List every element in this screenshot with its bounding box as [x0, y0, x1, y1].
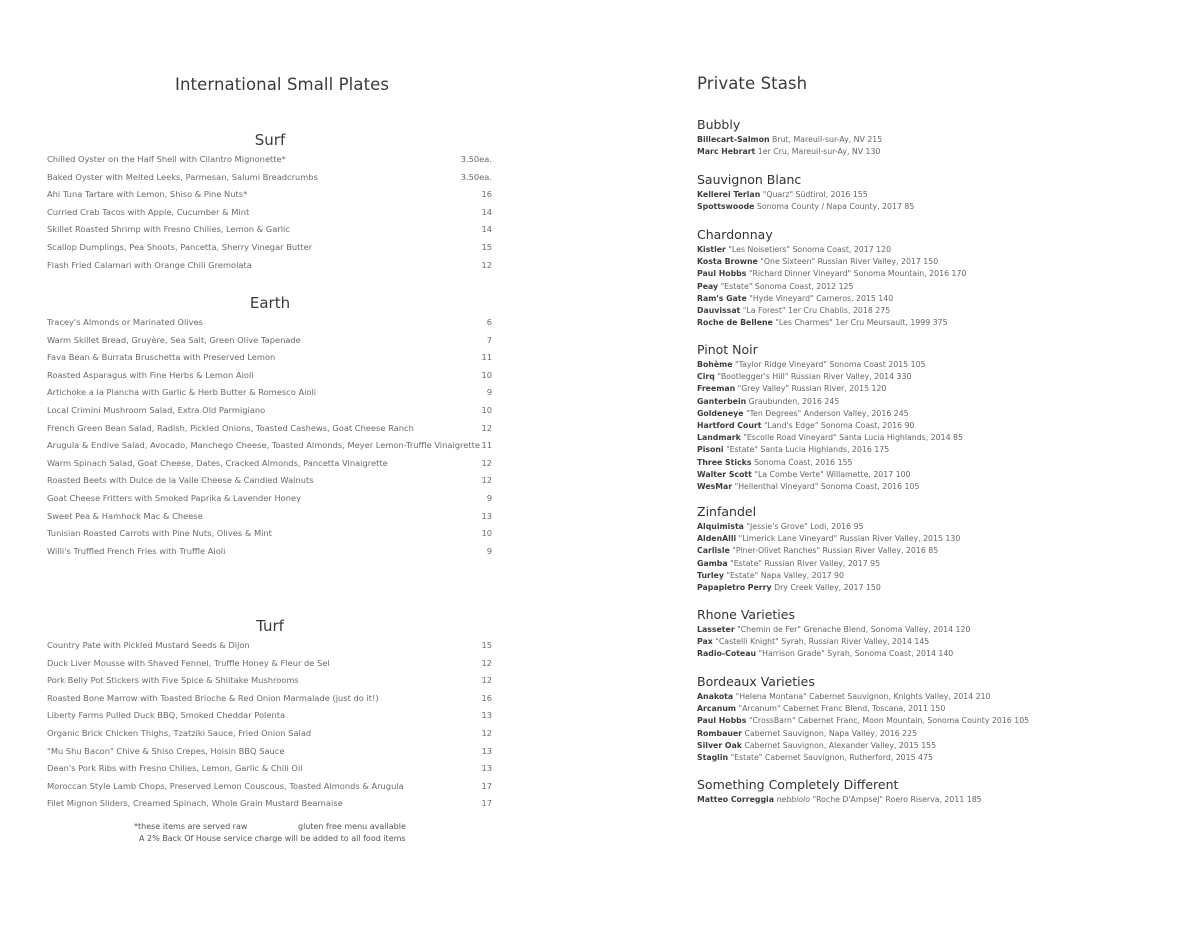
wine-producer: Turley — [697, 570, 724, 580]
wine-producer: Hartford Court — [697, 421, 762, 430]
menu-item-price: 12 — [481, 728, 492, 738]
wine-description: Dry Creek Valley, 2017 150 — [774, 583, 881, 592]
wine-description: Sonoma Coast, 2016 155 — [753, 457, 853, 467]
menu-item-name: Fava Bean & Burrata Bruschetta with Preserved Lemon — [47, 352, 276, 363]
wine-producer: Alquimista — [697, 522, 744, 531]
wine-entry — [697, 582, 881, 593]
wine-description: "Land's Edge" Sonoma Coast, 2016 90 — [763, 421, 915, 430]
wine-description: "Richard Dinner Vineyard" Sonoma Mountain, 2016 170 — [748, 269, 967, 279]
menu-item-price: 3.50ea. — [460, 154, 492, 164]
wine-producer: Pisoni — [697, 445, 724, 455]
menu-item-name: Skillet Roasted Shrimp with Fresno Chilies, Lemon & Garlic — [47, 224, 290, 235]
section-title-earth: Earth — [249, 294, 291, 312]
wine-description: "Estate" Russian River Valley, 2017 95 — [730, 558, 881, 568]
menu-item-name: Willi's Truffled French Fries with Truffle Aioli — [47, 545, 226, 556]
menu-item-price: 12 — [481, 259, 492, 270]
wine-entry — [697, 383, 886, 394]
wine-entry — [697, 189, 868, 200]
menu-item-name: Organic Brick Chicken Thighs, Tzatziki Sauce, Fried Onion Salad — [47, 728, 312, 738]
menu-item — [47, 763, 492, 781]
wine-entry — [697, 244, 891, 255]
wine-entry — [697, 359, 926, 370]
wine-entry — [697, 691, 991, 702]
menu-item-name: Country Pate with Pickled Mustard Seeds & Dijon — [47, 640, 250, 650]
menu-item — [47, 781, 492, 799]
menu-item — [47, 546, 492, 564]
menu-item — [47, 317, 492, 335]
menu-item — [47, 475, 492, 493]
menu-item-price: 3.50ea. — [460, 171, 492, 182]
wine-description: "Jessie's Grove" Lodi, 2016 95 — [746, 522, 864, 531]
menu-item-name: Arugula & Endive Salad, Avocado, Manchego Cheese, Toasted Almonds, Meyer Lemon-Truffle Vinaigrette — [47, 440, 480, 451]
wine-description: Cabernet Sauvignon, Napa Valley, 2016 225 — [744, 728, 918, 738]
menu-item — [47, 387, 492, 405]
wine-producer: Goldeneye — [697, 408, 744, 418]
menu-item-price: 9 — [486, 493, 492, 503]
wine-entry — [697, 624, 970, 635]
wine-category-title: Zinfandel — [697, 504, 757, 519]
wine-description: "Piner-Olivet Ranches" Russian River Valley, 2016 85 — [732, 546, 939, 556]
menu-item-name: Duck Liver Mousse with Shaved Fennel, Truffle Honey & Fleur de Sel — [47, 657, 330, 668]
wine-producer: Billecart-Salmon — [697, 135, 770, 144]
menu-item-name: Warm Skillet Bread, Gruyère, Sea Salt, Green Olive Tapenade — [47, 334, 301, 345]
wine-producer: Ram's Gate — [697, 293, 747, 303]
wine-entry — [697, 545, 938, 556]
wine-description: Graubunden, 2016 245 — [748, 396, 840, 406]
wine-entry — [697, 481, 919, 492]
wine-description: "Roche D'Ampsej" Roero Riserva, 2011 185 — [810, 795, 982, 804]
wine-entry — [697, 201, 914, 212]
wine-description: "Taylor Ridge Vineyard" Sonoma Coast 2015 105 — [735, 360, 926, 369]
menu-item-price: 11 — [481, 352, 492, 363]
wine-producer: Pax — [697, 637, 713, 647]
gluten-free-footnote: gluten free menu available — [298, 822, 406, 831]
menu-item-name: "Mu Shu Bacon" Chive & Shiso Crepes, Hoisin BBQ Sauce — [47, 745, 285, 756]
wine-entry — [697, 396, 839, 407]
wine-category-title: Rhone Varieties — [697, 607, 795, 622]
menu-item-price: 9 — [486, 387, 492, 398]
menu-item-name: Chilled Oyster on the Half Shell with Cilantro Mignonette* — [47, 154, 286, 164]
wine-entry — [697, 703, 945, 714]
wine-description: "Les Charmes" 1er Cru Meursault, 1999 375 — [775, 318, 948, 328]
menu-item-price: 12 — [481, 657, 492, 668]
wine-producer: Radio-Coteau — [697, 649, 757, 659]
wine-entry — [697, 570, 844, 581]
wine-producer: Freeman — [697, 384, 736, 394]
wine-entry — [697, 317, 948, 328]
wine-producer: Bohème — [697, 360, 733, 369]
wine-producer: Lasseter — [697, 625, 735, 634]
menu-item — [47, 242, 492, 260]
menu-item-name: Moroccan Style Lamb Chops, Preserved Lemon Couscous, Toasted Almonds & Arugula — [47, 780, 404, 791]
wine-entry — [697, 794, 982, 805]
wine-description: "Limerick Lane Vineyard" Russian River Valley, 2015 130 — [738, 534, 961, 544]
wine-description: "Escolle Road Vineyard" Santa Lucia Highlands, 2014 85 — [743, 433, 963, 443]
menu-item-price: 17 — [481, 798, 492, 809]
wine-description: "Quarz" Südtirol, 2016 155 — [762, 190, 868, 199]
wine-producer: AldenAlli — [697, 534, 737, 544]
wine-entry — [697, 715, 1029, 726]
menu-item-name: Baked Oyster with Melted Leeks, Parmesan, Salumi Breadcrumbs — [47, 171, 318, 182]
menu-item-name: Liberty Farms Pulled Duck BBQ, Smoked Cheddar Polenta — [47, 710, 286, 721]
wine-producer: Roche de Bellene — [697, 318, 773, 328]
wine-producer: Cirq — [697, 372, 715, 382]
wine-entry — [697, 371, 911, 382]
menu-item-price: 13 — [481, 763, 492, 774]
menu-item-name: Dean's Pork Ribs with Fresno Chilies, Lemon, Garlic & Chili Oil — [47, 763, 303, 774]
wine-producer: WesMar — [697, 482, 733, 491]
wine-entry — [697, 408, 909, 419]
wine-entry — [697, 134, 882, 145]
menu-item-price: 6 — [486, 317, 492, 327]
wine-entry — [697, 636, 929, 647]
menu-item-price: 12 — [481, 422, 492, 433]
menu-item — [47, 154, 492, 172]
small-plates-title: International Small Plates — [175, 75, 390, 94]
wine-entry — [697, 420, 915, 431]
menu-item-price: 16 — [481, 189, 492, 200]
wine-entry — [697, 469, 911, 480]
menu-item — [47, 405, 492, 423]
menu-item-name: French Green Bean Salad, Radish, Pickled Onions, Toasted Cashews, Goat Cheese Ranch — [47, 422, 414, 433]
wine-entry — [697, 256, 938, 267]
menu-item — [47, 798, 492, 816]
wine-producer: Kosta Browne — [697, 257, 758, 267]
wine-description: "Arcanum" Cabernet Franc Blend, Toscana, 2011 150 — [738, 704, 946, 714]
menu-item-price: 12 — [481, 675, 492, 686]
private-stash-title: Private Stash — [697, 74, 808, 93]
menu-item-name: Sweet Pea & Hamhock Mac & Cheese — [47, 510, 203, 521]
wine-producer: Peay — [697, 281, 719, 291]
wine-entry — [697, 281, 853, 292]
wine-entry — [697, 444, 889, 455]
menu-item-name: Filet Mignon Sliders, Creamed Spinach, Whole Grain Mustard Bearnaise — [47, 798, 343, 809]
menu-item-price: 9 — [486, 545, 492, 556]
wine-description: "Estate" Sonoma Coast, 2012 125 — [720, 281, 854, 291]
menu-item — [47, 423, 492, 441]
wine-description: Cabernet Sauvignon, Alexander Valley, 2015 155 — [744, 740, 937, 750]
menu-item — [47, 335, 492, 353]
menu-item-price: 13 — [481, 710, 492, 721]
menu-item-name: Pork Belly Pot Stickers with Five Spice & Shiitake Mushrooms — [47, 675, 299, 686]
wine-entry — [697, 293, 893, 304]
menu-item — [47, 528, 492, 546]
menu-item — [47, 640, 492, 658]
wine-description: "CrossBarn" Cabernet Franc, Moon Mountain, Sonoma County 2016 105 — [748, 716, 1030, 726]
wine-producer: Matteo Correggia — [697, 795, 774, 804]
menu-item-name: Tracey's Almonds or Marinated Olives — [47, 317, 203, 327]
wine-entry — [697, 740, 936, 751]
wine-description: "Harrison Grade" Syrah, Sonoma Coast, 2014 140 — [758, 649, 954, 659]
service-charge-footnote: A 2% Back Of House service charge will be added to all food items — [139, 834, 406, 843]
menu-item-price: 15 — [481, 640, 492, 650]
wine-producer: Paul Hobbs — [697, 716, 747, 726]
wine-description: "La Forest" 1er Cru Chablis, 2018 275 — [742, 306, 891, 315]
menu-item-name: Warm Spinach Salad, Goat Cheese, Dates, Cracked Almonds, Pancetta Vinaigrette — [47, 457, 388, 468]
wine-producer: Carlisle — [697, 546, 730, 556]
wine-entry — [697, 457, 853, 468]
wine-producer: Papapietro Perry — [697, 583, 772, 592]
wine-varietal: nebbiolo — [776, 795, 810, 804]
menu-item — [47, 260, 492, 278]
wine-category-title: Bubbly — [697, 117, 741, 132]
wine-entry — [697, 648, 953, 659]
menu-item-price: 11 — [481, 440, 492, 451]
menu-item-name: Scallop Dumplings, Pea Shoots, Pancetta, Sherry Vinegar Butter — [47, 242, 313, 252]
wine-entry — [697, 305, 890, 316]
wine-producer: Silver Oak — [697, 740, 742, 750]
wine-category-title: Bordeaux Varieties — [697, 674, 815, 689]
menu-item — [47, 224, 492, 242]
menu-item — [47, 710, 492, 728]
menu-item-name: Flash Fried Calamari with Orange Chili Gremolata — [47, 259, 252, 270]
menu-item-price: 14 — [481, 206, 492, 217]
menu-item-price: 14 — [481, 224, 492, 235]
wine-category-title: Sauvignon Blanc — [697, 172, 802, 187]
menu-item-name: Goat Cheese Fritters with Smoked Paprika & Lavender Honey — [47, 493, 302, 503]
wine-category-title: Pinot Noir — [697, 342, 758, 357]
wine-producer: Landmark — [697, 433, 741, 443]
wine-description: 1er Cru, Mareuil-sur-Ay, NV 130 — [757, 147, 881, 157]
menu-item-name: Artichoke a la Plancha with Garlic & Herb Butter & Romesco Aioli — [47, 387, 317, 398]
menu-item — [47, 440, 492, 458]
menu-item — [47, 693, 492, 711]
menu-item-price: 12 — [481, 457, 492, 468]
menu-item-name: Roasted Asparagus with Fine Herbs & Lemon Aioli — [47, 369, 254, 380]
menu-item-price: 12 — [481, 475, 492, 486]
menu-item-price: 7 — [486, 334, 492, 345]
wine-producer: Three Sticks — [697, 457, 752, 467]
menu-item-name: Curried Crab Tacos with Apple, Cucumber & Mint — [47, 206, 250, 217]
wine-description: "Chemin de Fer" Grenache Blend, Sonoma Valley, 2014 120 — [737, 625, 971, 634]
wine-description: "Bootlegger's Hill" Russian River Valley, 2014 330 — [717, 372, 912, 382]
menu-item — [47, 658, 492, 676]
wine-producer: Paul Hobbs — [697, 269, 747, 279]
menu-item-name: Local Crimini Mushroom Salad, Extra Old Parmigiano — [47, 405, 266, 415]
wine-description: "Estate" Santa Lucia Highlands, 2016 175 — [726, 445, 890, 455]
wine-description: "La Combe Verte" Willamette, 2017 100 — [754, 469, 911, 479]
wine-description: "Estate" Napa Valley, 2017 90 — [726, 570, 844, 580]
menu-item — [47, 511, 492, 529]
wine-description: "Castelli Knight" Syrah, Russian River Valley, 2014 145 — [715, 637, 930, 647]
wine-producer: Rombauer — [697, 728, 743, 738]
menu-item-name: Ahi Tuna Tartare with Lemon, Shiso & Pine Nuts* — [47, 189, 248, 200]
wine-description: "Ten Degrees" Anderson Valley, 2016 245 — [746, 408, 909, 418]
wine-entry — [697, 533, 960, 544]
wine-category-title: Chardonnay — [697, 227, 773, 242]
menu-item — [47, 675, 492, 693]
wine-description: "Hyde Vineyard" Carneros, 2015 140 — [749, 293, 894, 303]
menu-item-name: Roasted Bone Marrow with Toasted Brioche & Red Onion Marmalade (just do it!) — [47, 692, 379, 703]
wine-description: "Estate" Cabernet Sauvignon, Rutherford, 2015 475 — [730, 753, 933, 762]
wine-description: "Grey Valley" Russian River, 2015 120 — [737, 384, 887, 394]
menu-item-price: 10 — [481, 369, 492, 380]
wine-entry — [697, 432, 963, 443]
wine-category-title: Something Completely Different — [697, 777, 899, 792]
raw-items-footnote: *these items are served raw — [134, 822, 248, 831]
wine-description: "Helena Montana" Cabernet Sauvignon, Knights Valley, 2014 210 — [735, 692, 991, 701]
menu-item-name: Tunisian Roasted Carrots with Pine Nuts, Olives & Mint — [47, 528, 272, 539]
wine-entry — [697, 268, 966, 279]
menu-item — [47, 746, 492, 764]
menu-item — [47, 189, 492, 207]
wine-producer: Spottswoode — [697, 202, 755, 212]
wine-entry — [697, 728, 917, 739]
menu-item — [47, 207, 492, 225]
wine-entry — [697, 558, 880, 569]
wine-description: "Hellenthal Vineyard" Sonoma Coast, 2016 105 — [734, 482, 920, 491]
wine-producer: Ganterbein — [697, 396, 747, 406]
menu-item — [47, 458, 492, 476]
wine-description: "One Sixteen" Russian River Valley, 2017 150 — [760, 257, 939, 267]
wine-entry — [697, 752, 933, 763]
menu-item-price: 16 — [481, 692, 492, 703]
menu-item-price: 10 — [481, 405, 492, 415]
wine-producer: Kellerei Terlan — [697, 190, 761, 199]
wine-entry — [697, 146, 880, 157]
wine-producer: Dauvissat — [697, 306, 741, 315]
menu-item-price: 13 — [481, 510, 492, 521]
menu-item-price: 10 — [481, 528, 492, 539]
wine-producer: Marc Hebrart — [697, 147, 756, 157]
wine-description: Sonoma County / Napa County, 2017 85 — [756, 202, 915, 212]
menu-item — [47, 370, 492, 388]
wine-description: "Les Noisetiers" Sonoma Coast, 2017 120 — [728, 245, 892, 254]
wine-producer: Arcanum — [697, 704, 736, 714]
section-title-surf: Surf — [254, 131, 286, 149]
menu-item — [47, 493, 492, 511]
menu-item — [47, 352, 492, 370]
menu-item-name: Roasted Beets with Dulce de la Valle Cheese & Candied Walnuts — [47, 475, 314, 486]
menu-item-price: 13 — [481, 745, 492, 756]
menu-item — [47, 728, 492, 746]
wine-entry — [697, 521, 864, 532]
wine-producer: Kistler — [697, 245, 726, 254]
menu-item-price: 15 — [481, 242, 492, 252]
menu-item-price: 17 — [481, 780, 492, 791]
menu-item — [47, 172, 492, 190]
wine-description: Brut, Mareuil-sur-Ay, NV 215 — [772, 135, 883, 144]
section-title-turf: Turf — [256, 617, 284, 635]
wine-producer: Anakota — [697, 692, 734, 701]
wine-producer: Gamba — [697, 558, 728, 568]
wine-producer: Staglin — [697, 753, 729, 762]
wine-producer: Walter Scott — [697, 469, 752, 479]
